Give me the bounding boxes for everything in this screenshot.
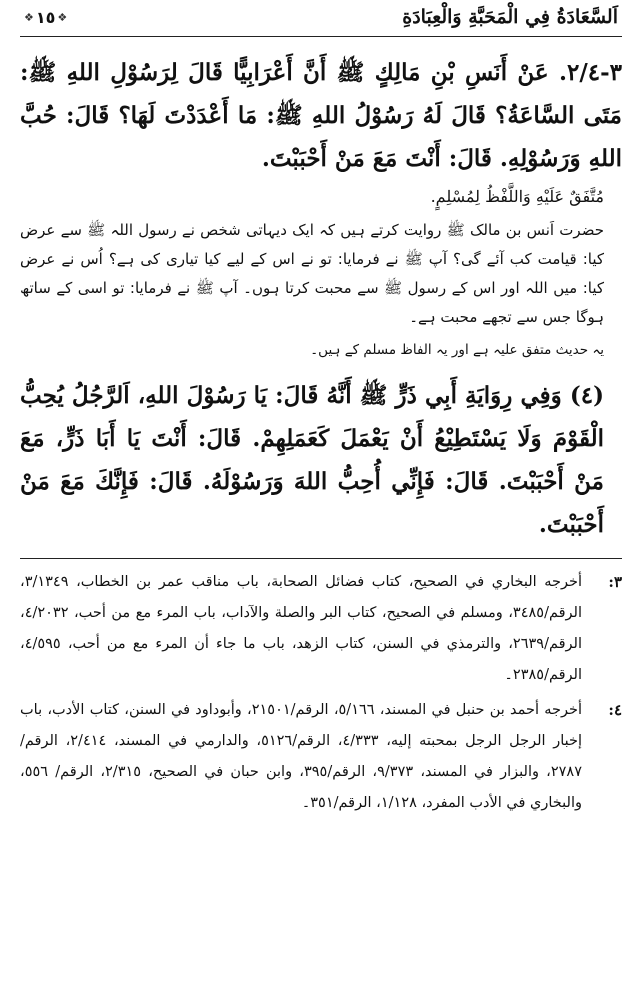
hadith-4-arabic: (٤) وَفِي رِوَايَةِ أَبِي ذَرٍّ ﷺ أَنَّهُ قَالَ: يَا رَسُوْلَ اللهِ، اَلرَّجُلُ يُحِبُّ الْقَوْمَ وَلَا يَسْتَطِيْعُ أَنْ يَعْمَلَ كَعَمَلِهِمْ. قَالَ: أَنْتَ يَا أَبَا ذَرٍّ، مَعَ مَنْ أَحْبَبْتَ. قَالَ: فَإِنِّي أُحِبُّ اللهَ وَرَسُوْلَهُ. قَالَ: فَإِنَّكَ مَعَ مَنْ أَحْبَبْتَ.: [20, 382, 604, 538]
page-header: [20, 0, 622, 34]
hadith-3-urdu-source: یہ حدیث متفق علیہ ہے اور یہ الفاظ مسلم کے ہیں۔: [310, 342, 604, 358]
running-title: اَلسَّعَادَةُ فِي الْمَحَبَّةِ وَالْعِبَادَةِ: [402, 6, 618, 28]
footnote-text: أخرجه أحمد بن حنبل في المسند، ٥/١٦٦، الرقم/٢١٥٠١، وأبوداود في السنن، كتاب الأدب، باب إخبار الرجل الرجل بمحبته إليه، ٤/٣٣٣، الرقم/٥١٢٦، والدارمي في المسند، ٢/٤١٤، الرقم/٢٧٨٧، والبزار في المسند، ٩/٣٧٣، الرقم/٣٩٥، وابن حبان في الصحيح، ٢/٣١٥، الرقم/ ٥٥٦، والبخاري في الأدب المفرد، ١/١٢٨، الرقم/٣٥١۔: [20, 702, 583, 811]
page-number: ١٥: [35, 7, 56, 27]
footnote-number: ٤:: [608, 701, 622, 719]
footnote: [20, 567, 622, 691]
book-page: [20, 0, 622, 995]
ornament-right-icon: ❖: [57, 10, 68, 24]
hadith-4: [20, 374, 622, 546]
footnote: [20, 695, 622, 819]
hadith-3-source: مُتَّفَقٌ عَلَيْهِ وَاللَّفْظُ لِمُسْلِمٍ.: [430, 187, 604, 206]
footnote-number: ٣:: [608, 573, 622, 591]
footnote-rule: [20, 558, 622, 559]
hadith-3-urdu: حضرت اَنس بن مالک ﷺ روایت کرتے ہیں کہ ایک دیہاتی شخص نے رسول اللہ ﷺ سے عرض کیا: قیامت کب آئے گی؟ آپ ﷺ نے فرمایا: تو نے اس کے لیے کیا تیاری کی ہے؟ اُس نے عرض کیا: میں اللہ اور اس کے رسول ﷺ سے محبت کرتا ہوں۔ آپ ﷺ نے فرمایا: تو اسی کے ساتھ ہوگا جس سے تجھے محبت ہے۔: [20, 221, 604, 326]
ornament-left-icon: ❖: [24, 10, 34, 24]
page-number-box: [20, 8, 67, 27]
footnotes: [20, 567, 622, 819]
hadith-3-arabic: ٣-٢/٤. عَنْ أَنَسِ بْنِ مَالِكٍ ﷺ أَنَّ أَعْرَابِيًّا قَالَ لِرَسُوْلِ اللهِ ﷺ: مَتَى السَّاعَةُ؟ قَالَ لَهُ رَسُوْلُ اللهِ ﷺ: مَا أَعْدَدْتَ لَهَا؟ قَالَ: حُبَّ اللهِ وَرَسُوْلِهِ. قَالَ: أَنْتَ مَعَ مَنْ أَحْبَبْتَ.: [20, 59, 622, 172]
footnote-text: أخرجه البخاري في الصحيح، كتاب فضائل الصحابة، باب مناقب عمر بن الخطاب، ٣/١٣٤٩، الرقم/٣٤٨٥، ومسلم في الصحيح، كتاب البر والصلة والآداب، باب المرء مع من أحب، ٤/٢٠٣٢، الرقم/٢٦٣٩، والترمذي في السنن، كتاب الزهد، باب ما جاء أن المرء مع من أحب، ٤/٥٩٥، الرقم/٢٣٨٥۔: [20, 574, 582, 683]
hadith-3: [20, 51, 622, 364]
header-rule: [20, 36, 622, 37]
